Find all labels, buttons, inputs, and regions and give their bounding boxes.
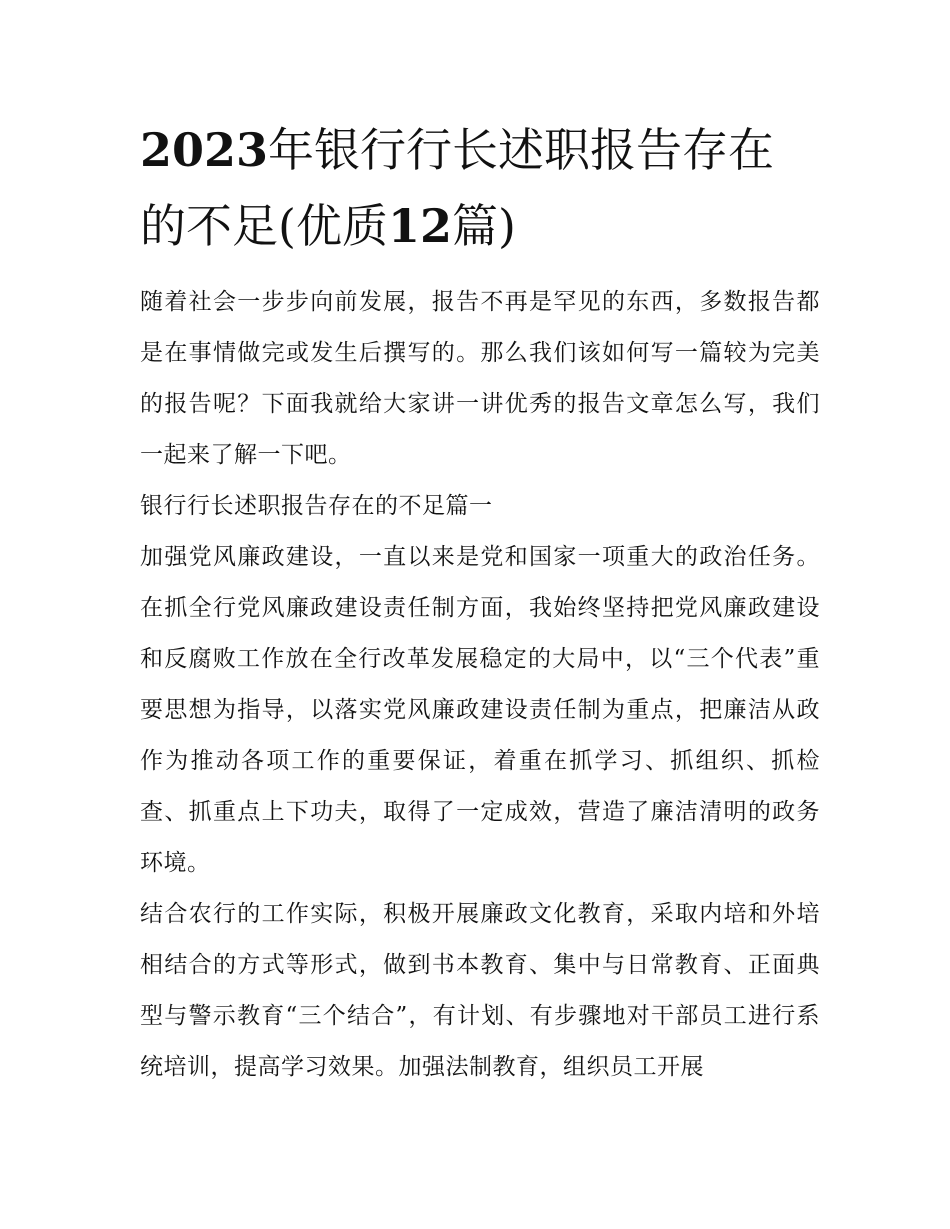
body-paragraph: 加强党风廉政建设，一直以来是党和国家一项重大的政治任务。在抓全行党风廉政建设责任制方面，我始终坚持把党风廉政建设和反腐败工作放在全行改革发展稳定的大局中，以“三个代表”重要思想为指导，以落实党风廉政建设责任制为重点，把廉洁从政作为推动各项工作的重要保证，着重在抓学习、抓组织、抓检查、抓重点上下功夫，取得了一定成效，营造了廉洁清明的政务环境。 bbox=[140, 544, 820, 876]
document-body bbox=[140, 277, 820, 1093]
section-heading: 银行行长述职报告存在的不足篇一 bbox=[140, 493, 493, 519]
document-title bbox=[140, 112, 820, 264]
title-count: 12 bbox=[387, 199, 452, 253]
title-year: 2023 bbox=[140, 123, 269, 177]
title-text-2: 篇) bbox=[451, 199, 516, 253]
intro-paragraph: 随着社会一步步向前发展，报告不再是罕见的东西，多数报告都是在事情做完或发生后撰写的。那么我们该如何写一篇较为完美的报告呢？下面我就给大家讲一讲优秀的报告文章怎么写，我们一起来了解一下吧。 bbox=[140, 289, 820, 468]
title-text-1: 年银行行长述职报告存在的不足(优质 bbox=[140, 123, 775, 253]
body-paragraph: 结合农行的工作实际，积极开展廉政文化教育，采取内培和外培相结合的方式等形式，做到书本教育、集中与日常教育、正面典型与警示教育“三个结合”，有计划、有步骤地对干部员工进行系统培训，提高学习效果。加强法制教育，组织员工开展 bbox=[140, 901, 820, 1080]
